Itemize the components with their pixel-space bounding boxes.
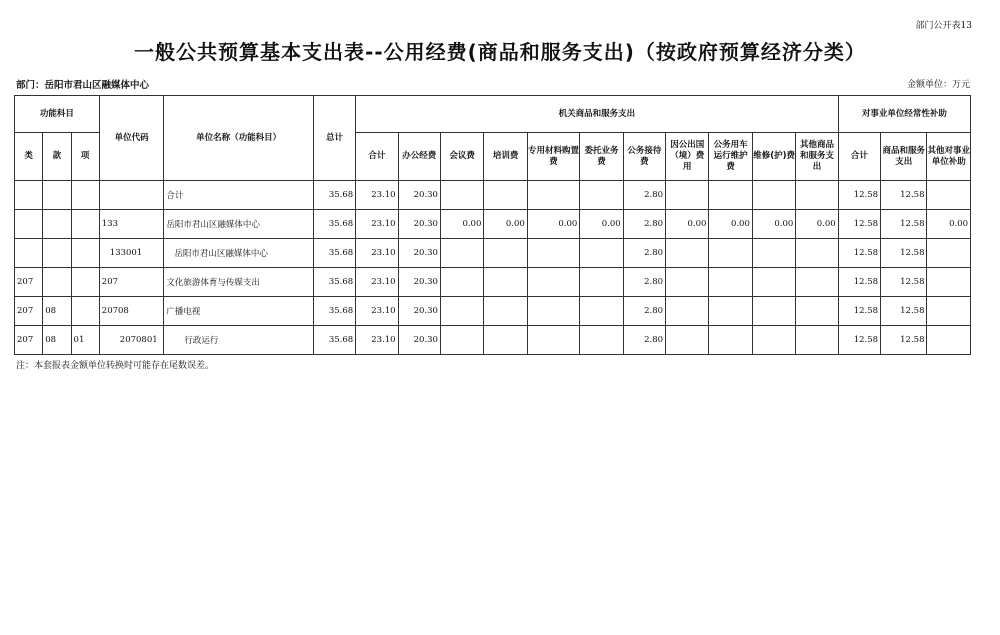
cell-material	[527, 297, 579, 326]
cell-subsidy-goods: 12.58	[881, 326, 927, 355]
page-title: 一般公共预算基本支出表--公用经费(商品和服务支出)（按政府预算经济分类）	[134, 40, 866, 64]
report-number-label: 部门公开表13	[915, 21, 972, 31]
cell-org-total: 23.10	[356, 326, 398, 355]
cell-code	[99, 181, 164, 210]
cell-material: 0.00	[527, 210, 579, 239]
cell-xiang	[71, 210, 99, 239]
cell-xiang	[71, 268, 99, 297]
cell-reception: 2.80	[623, 268, 665, 297]
cell-subsidy-other	[927, 268, 971, 297]
cell-kuan	[43, 181, 71, 210]
cell-office: 20.30	[398, 297, 440, 326]
cell-code: 20708	[99, 297, 164, 326]
cell-total: 35.68	[313, 297, 355, 326]
header-subsidy-total: 合计	[838, 133, 880, 181]
cell-meeting	[440, 297, 483, 326]
cell-name: 广播电视	[164, 297, 313, 326]
cell-material	[527, 239, 579, 268]
cell-reception: 2.80	[623, 181, 665, 210]
cell-reception: 2.80	[623, 297, 665, 326]
cell-repair: 0.00	[752, 210, 795, 239]
cell-abroad	[666, 297, 709, 326]
cell-training	[484, 326, 527, 355]
cell-subsidy-total: 12.58	[838, 210, 880, 239]
cell-lei	[15, 210, 43, 239]
cell-subsidy-goods: 12.58	[881, 210, 927, 239]
header-xiang: 项	[71, 133, 99, 181]
cell-other-goods	[796, 268, 838, 297]
cell-subsidy-other	[927, 326, 971, 355]
cell-car	[709, 326, 752, 355]
cell-total: 35.68	[313, 326, 355, 355]
header-training-expense: 培训费	[484, 133, 527, 181]
cell-org-total: 23.10	[356, 297, 398, 326]
cell-repair	[752, 181, 795, 210]
cell-org-total: 23.10	[356, 210, 398, 239]
cell-office: 20.30	[398, 326, 440, 355]
cell-abroad	[666, 181, 709, 210]
cell-name: 行政运行	[164, 326, 313, 355]
cell-entrust	[580, 181, 623, 210]
cell-org-total: 23.10	[356, 181, 398, 210]
cell-code: 2070801	[99, 326, 164, 355]
cell-lei: 207	[15, 268, 43, 297]
cell-entrust: 0.00	[580, 210, 623, 239]
cell-subsidy-total: 12.58	[838, 268, 880, 297]
cell-name: 岳阳市君山区融媒体中心	[164, 210, 313, 239]
cell-name: 文化旅游体育与传媒支出	[164, 268, 313, 297]
cell-office: 20.30	[398, 268, 440, 297]
cell-subsidy-total: 12.58	[838, 297, 880, 326]
cell-meeting	[440, 326, 483, 355]
cell-entrust	[580, 268, 623, 297]
cell-subsidy-goods: 12.58	[881, 268, 927, 297]
header-unit-name: 单位名称（功能科目）	[164, 96, 313, 181]
header-unit-code: 单位代码	[99, 96, 164, 181]
header-abroad-expense: 因公出国（境）费用	[666, 133, 709, 181]
cell-total: 35.68	[313, 239, 355, 268]
cell-abroad	[666, 326, 709, 355]
cell-repair	[752, 239, 795, 268]
header-material-expense: 专用材料购置费	[527, 133, 579, 181]
cell-office: 20.30	[398, 181, 440, 210]
cell-car	[709, 239, 752, 268]
header-repair-expense: 维修(护)费	[752, 133, 795, 181]
cell-subsidy-other	[927, 297, 971, 326]
cell-meeting	[440, 268, 483, 297]
budget-table	[14, 95, 971, 355]
table-row	[15, 181, 971, 210]
cell-car	[709, 268, 752, 297]
cell-subsidy-total: 12.58	[838, 181, 880, 210]
cell-lei: 207	[15, 326, 43, 355]
cell-entrust	[580, 297, 623, 326]
cell-abroad	[666, 239, 709, 268]
table-body	[15, 181, 971, 355]
cell-subsidy-total: 12.58	[838, 326, 880, 355]
cell-total: 35.68	[313, 268, 355, 297]
cell-car: 0.00	[709, 210, 752, 239]
cell-training	[484, 297, 527, 326]
header-subsidy-other: 其他对事业单位补助	[927, 133, 971, 181]
table-row	[15, 297, 971, 326]
cell-subsidy-other	[927, 181, 971, 210]
cell-lei	[15, 239, 43, 268]
footnote: 注：本套报表金额单位转换时可能存在尾数误差。	[16, 361, 215, 371]
cell-reception: 2.80	[623, 326, 665, 355]
header-func-subject: 功能科目	[15, 96, 100, 133]
cell-office: 20.30	[398, 239, 440, 268]
cell-other-goods	[796, 326, 838, 355]
cell-kuan: 08	[43, 297, 71, 326]
cell-training	[484, 181, 527, 210]
header-meeting-expense: 会议费	[440, 133, 483, 181]
cell-other-goods	[796, 239, 838, 268]
cell-subsidy-total: 12.58	[838, 239, 880, 268]
header-subsidy-goods: 商品和服务支出	[881, 133, 927, 181]
header-other-goods-expense: 其他商品和服务支出	[796, 133, 838, 181]
cell-meeting	[440, 239, 483, 268]
cell-training	[484, 268, 527, 297]
cell-training: 0.00	[484, 210, 527, 239]
cell-code: 133001	[99, 239, 164, 268]
header-total: 总计	[313, 96, 355, 181]
cell-lei: 207	[15, 297, 43, 326]
cell-training	[484, 239, 527, 268]
cell-xiang	[71, 297, 99, 326]
cell-kuan: 08	[43, 326, 71, 355]
cell-total: 35.68	[313, 181, 355, 210]
cell-repair	[752, 326, 795, 355]
cell-office: 20.30	[398, 210, 440, 239]
cell-material	[527, 268, 579, 297]
header-reception-expense: 公务接待费	[623, 133, 665, 181]
cell-car	[709, 297, 752, 326]
cell-xiang	[71, 181, 99, 210]
cell-reception: 2.80	[623, 239, 665, 268]
header-public-institution-subsidy: 对事业单位经常性补助	[838, 96, 970, 133]
cell-repair	[752, 297, 795, 326]
header-lei: 类	[15, 133, 43, 181]
cell-kuan	[43, 268, 71, 297]
cell-entrust	[580, 239, 623, 268]
cell-subsidy-goods: 12.58	[881, 239, 927, 268]
cell-other-goods	[796, 181, 838, 210]
cell-abroad	[666, 268, 709, 297]
cell-other-goods	[796, 297, 838, 326]
header-kuan: 款	[43, 133, 71, 181]
cell-code: 207	[99, 268, 164, 297]
table-row	[15, 326, 971, 355]
cell-org-total: 23.10	[356, 239, 398, 268]
cell-entrust	[580, 326, 623, 355]
cell-total: 35.68	[313, 210, 355, 239]
cell-abroad: 0.00	[666, 210, 709, 239]
cell-code: 133	[99, 210, 164, 239]
amount-unit-label: 金额单位：万元	[906, 80, 970, 90]
cell-car	[709, 181, 752, 210]
cell-other-goods: 0.00	[796, 210, 838, 239]
cell-subsidy-goods: 12.58	[881, 181, 927, 210]
cell-xiang	[71, 239, 99, 268]
cell-kuan	[43, 239, 71, 268]
cell-lei	[15, 181, 43, 210]
cell-material	[527, 181, 579, 210]
cell-subsidy-other: 0.00	[927, 210, 971, 239]
cell-subsidy-other	[927, 239, 971, 268]
table-row	[15, 268, 971, 297]
cell-kuan	[43, 210, 71, 239]
department-label: 部门：岳阳市君山区融媒体中心	[16, 80, 150, 91]
cell-xiang: 01	[71, 326, 99, 355]
table-row	[15, 239, 971, 268]
cell-repair	[752, 268, 795, 297]
cell-material	[527, 326, 579, 355]
header-org-goods-services: 机关商品和服务支出	[356, 96, 838, 133]
header-entrust-expense: 委托业务费	[580, 133, 623, 181]
header-car-expense: 公务用车运行维护费	[709, 133, 752, 181]
cell-reception: 2.80	[623, 210, 665, 239]
cell-meeting: 0.00	[440, 210, 483, 239]
cell-name: 岳阳市君山区融媒体中心	[164, 239, 313, 268]
cell-meeting	[440, 181, 483, 210]
cell-subsidy-goods: 12.58	[881, 297, 927, 326]
header-office-expense: 办公经费	[398, 133, 440, 181]
cell-org-total: 23.10	[356, 268, 398, 297]
header-org-total: 合计	[356, 133, 398, 181]
table-row	[15, 210, 971, 239]
cell-name: 合计	[164, 181, 313, 210]
